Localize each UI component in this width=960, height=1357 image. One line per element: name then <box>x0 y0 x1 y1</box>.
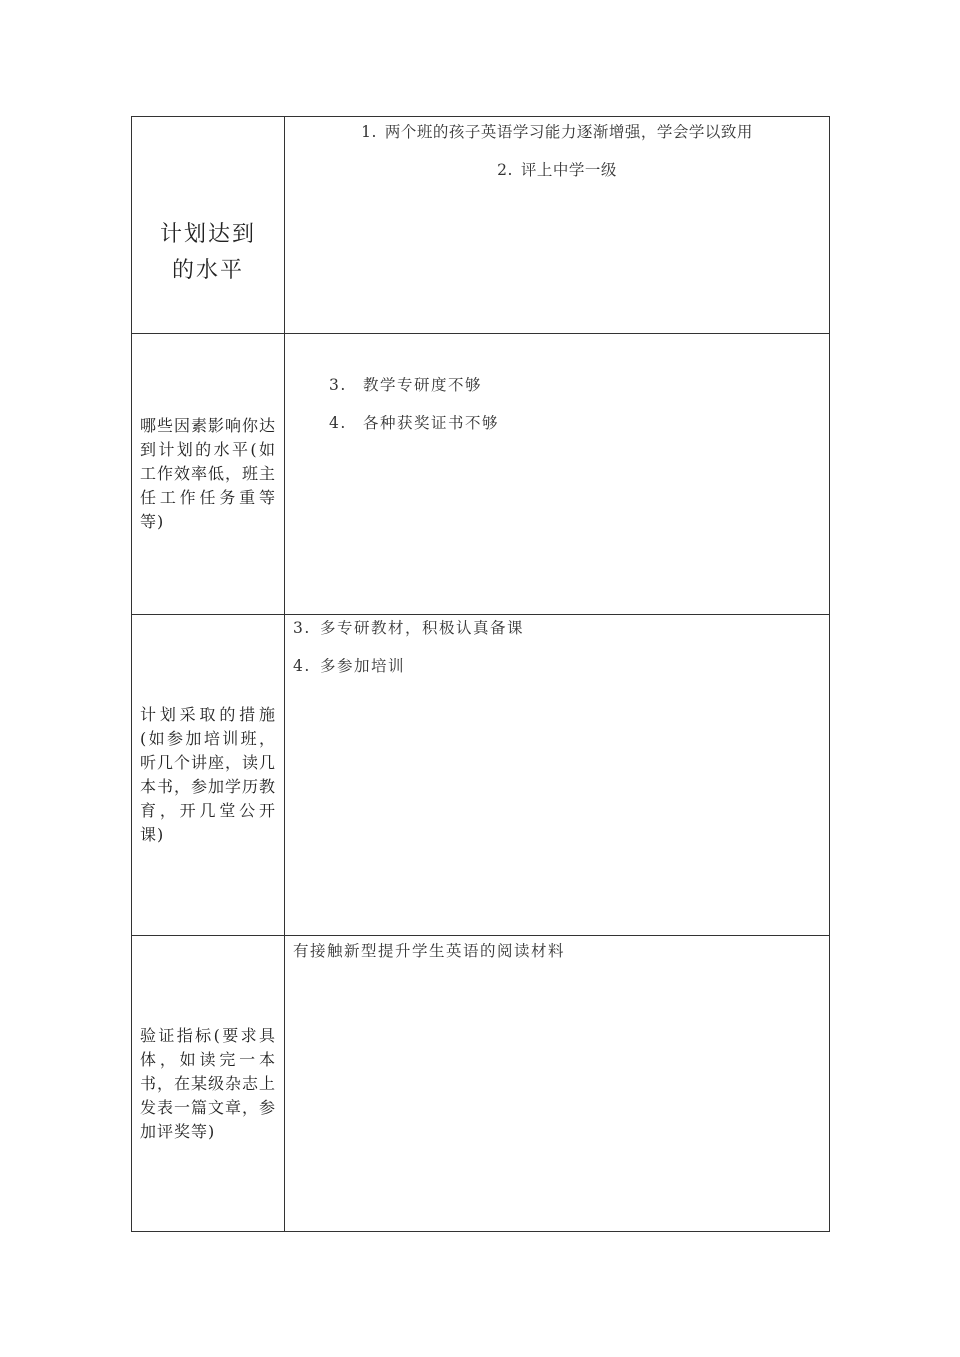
plan-form-table <box>131 116 830 1232</box>
row-content-target-level <box>285 117 830 334</box>
item-text: 多专研教材，积极认真备课 <box>320 619 525 637</box>
item-text: 两个班的孩子英语学习能力逐渐增强，学会学以致用 <box>384 123 753 141</box>
item-number: 4. <box>329 414 347 432</box>
row-label-line: 的水平 <box>171 258 244 283</box>
item-text: 多参加培训 <box>320 657 406 675</box>
row-content-indicators <box>285 936 830 1232</box>
row-label-text: 计划采取的措施(如参加培训班，听几个讲座，读几本书，参加学历教育，开几堂公开课) <box>140 705 277 844</box>
item-number: 3. <box>329 376 347 394</box>
table-row <box>132 117 830 334</box>
row-label-text: 验证指标(要求具体，如读完一本书，在某级杂志上发表一篇文章，参加评奖等) <box>140 1025 277 1141</box>
table-row <box>132 334 830 615</box>
item-number: 2. <box>497 161 513 179</box>
row-label-line: 计划达到 <box>159 222 256 247</box>
list-item <box>329 412 829 434</box>
list-item <box>293 617 829 639</box>
row-label-measures <box>132 615 285 936</box>
item-number: 1. <box>361 123 377 141</box>
table-row <box>132 615 830 936</box>
list-item <box>293 655 829 677</box>
row-content-measures <box>285 615 830 936</box>
row-label-indicators <box>132 936 285 1232</box>
item-text: 各种获奖证书不够 <box>363 414 500 432</box>
list-item <box>285 159 829 181</box>
item-number: 4. <box>293 657 311 675</box>
item-text: 评上中学一级 <box>520 161 617 179</box>
table-row <box>132 936 830 1232</box>
list-item <box>285 121 829 143</box>
row-label-target-level <box>132 117 285 334</box>
list-item <box>329 374 829 396</box>
item-number: 3. <box>293 619 311 637</box>
row-content-factors <box>285 334 830 615</box>
row-label-text: 哪些因素影响你达到计划的水平(如工作效率低，班主任工作任务重等等) <box>140 416 277 531</box>
content-text: 有接触新型提升学生英语的阅读材料 <box>293 942 566 960</box>
item-text: 教学专研度不够 <box>363 376 483 394</box>
row-label-factors <box>132 334 285 615</box>
